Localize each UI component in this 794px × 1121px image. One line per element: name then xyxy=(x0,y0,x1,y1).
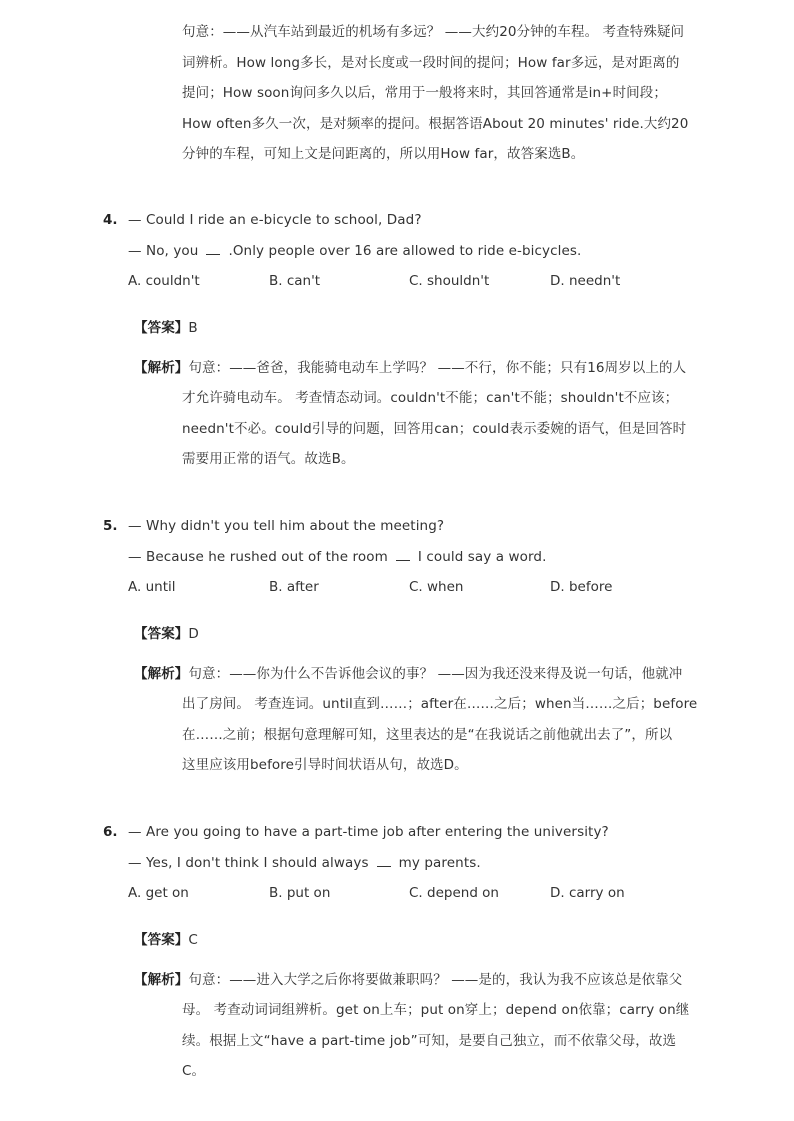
analysis-line: 才允许骑电动车。 考查情态动词。couldn't不能；can't不能；shouldn't不应该； xyxy=(182,390,679,406)
option-d: D. before xyxy=(550,579,613,595)
option-c: C. when xyxy=(409,579,464,595)
question-line-2 xyxy=(128,853,481,873)
analysis-line-first xyxy=(134,970,682,990)
answer-label: 【答案】 xyxy=(134,626,189,642)
question-number: 5. xyxy=(103,518,118,534)
question-line-2-before: — No, you xyxy=(128,243,199,259)
analysis-line: needn't不必。could引导的问题，回答用can；could表示委婉的语气，但是回答时 xyxy=(182,421,687,437)
answer-value: C xyxy=(188,932,198,948)
analysis-line: 在……之前；根据句意理解可知，这里表达的是“在我说话之前他就出去了”，所以 xyxy=(182,727,673,743)
question-line-2-after: .Only people over 16 are allowed to ride e-bicycles. xyxy=(228,243,582,259)
question-line-2-before: — Because he rushed out of the room xyxy=(128,549,388,565)
option-d: D. needn't xyxy=(550,273,621,289)
analysis-line: 续。根据上文“have a part-time job”可知，是要自己独立，而不依靠父母，故选 xyxy=(182,1033,677,1049)
intro-explanation-line: 提问；How soon询问多久以后，常用于一般将来时，其回答通常是in+时间段； xyxy=(182,85,667,101)
intro-explanation-line: 分钟的车程，可知上文是问距离的，所以用How far，故答案选B。 xyxy=(182,146,585,162)
question-number: 6. xyxy=(103,824,118,840)
question-line-2-after: I could say a word. xyxy=(417,549,547,565)
analysis-label: 【解析】 xyxy=(134,666,189,682)
answer-blank xyxy=(396,548,410,561)
question-line-2 xyxy=(128,241,581,261)
answer-line xyxy=(134,624,199,644)
analysis-line: C。 xyxy=(182,1063,206,1079)
analysis-line: 出了房间。 考查连词。until直到……；after在……之后；when当……之后；before xyxy=(182,696,698,712)
intro-explanation-line: 句意：——从汽车站到最近的机场有多远？ ——大约20分钟的车程。 考查特殊疑问 xyxy=(182,24,685,40)
answer-value: B xyxy=(188,320,198,336)
analysis-text: 句意：——进入大学之后你将要做兼职吗？ ——是的，我认为我不应该总是依靠父 xyxy=(188,972,683,988)
analysis-label: 【解析】 xyxy=(134,972,189,988)
answer-line xyxy=(134,318,198,338)
option-d: D. carry on xyxy=(550,885,625,901)
question-line-2-before: — Yes, I don't think I should always xyxy=(128,855,369,871)
question-line-1: — Why didn't you tell him about the meeting? xyxy=(128,518,445,534)
question-line-2-after: my parents. xyxy=(398,855,481,871)
option-a: A. couldn't xyxy=(128,273,200,289)
question-line-1: — Are you going to have a part-time job after entering the university? xyxy=(128,824,609,840)
option-b: B. can't xyxy=(269,273,321,289)
option-a: A. get on xyxy=(128,885,189,901)
analysis-line-first xyxy=(134,358,686,378)
answer-line xyxy=(134,930,198,950)
question-line-2 xyxy=(128,547,547,567)
analysis-line: 母。 考查动词词组辨析。get on上车；put on穿上；depend on依靠；carry on继 xyxy=(182,1002,690,1018)
intro-explanation-line: 词辨析。How long多长，是对长度或一段时间的提问；How far多远，是对距离的 xyxy=(182,55,680,71)
answer-label: 【答案】 xyxy=(134,932,189,948)
option-b: B. after xyxy=(269,579,319,595)
option-c: C. shouldn't xyxy=(409,273,490,289)
answer-blank xyxy=(377,854,391,867)
answer-label: 【答案】 xyxy=(134,320,189,336)
analysis-label: 【解析】 xyxy=(134,360,189,376)
analysis-line: 需要用正常的语气。故选B。 xyxy=(182,451,355,467)
question-line-1: — Could I ride an e-bicycle to school, Dad? xyxy=(128,212,422,228)
analysis-line: 这里应该用before引导时间状语从句，故选D。 xyxy=(182,757,468,773)
answer-blank xyxy=(206,242,220,255)
option-b: B. put on xyxy=(269,885,331,901)
analysis-line-first xyxy=(134,664,682,684)
analysis-text: 句意：——你为什么不告诉他会议的事？ ——因为我还没来得及说一句话，他就冲 xyxy=(188,666,683,682)
option-a: A. until xyxy=(128,579,176,595)
intro-explanation-line: How often多久一次，是对频率的提问。根据答语About 20 minutes' ride.大约20 xyxy=(182,116,689,132)
question-number: 4. xyxy=(103,212,118,228)
analysis-text: 句意：——爸爸，我能骑电动车上学吗？ ——不行，你不能；只有16周岁以上的人 xyxy=(188,360,687,376)
answer-value: D xyxy=(188,626,199,642)
option-c: C. depend on xyxy=(409,885,499,901)
